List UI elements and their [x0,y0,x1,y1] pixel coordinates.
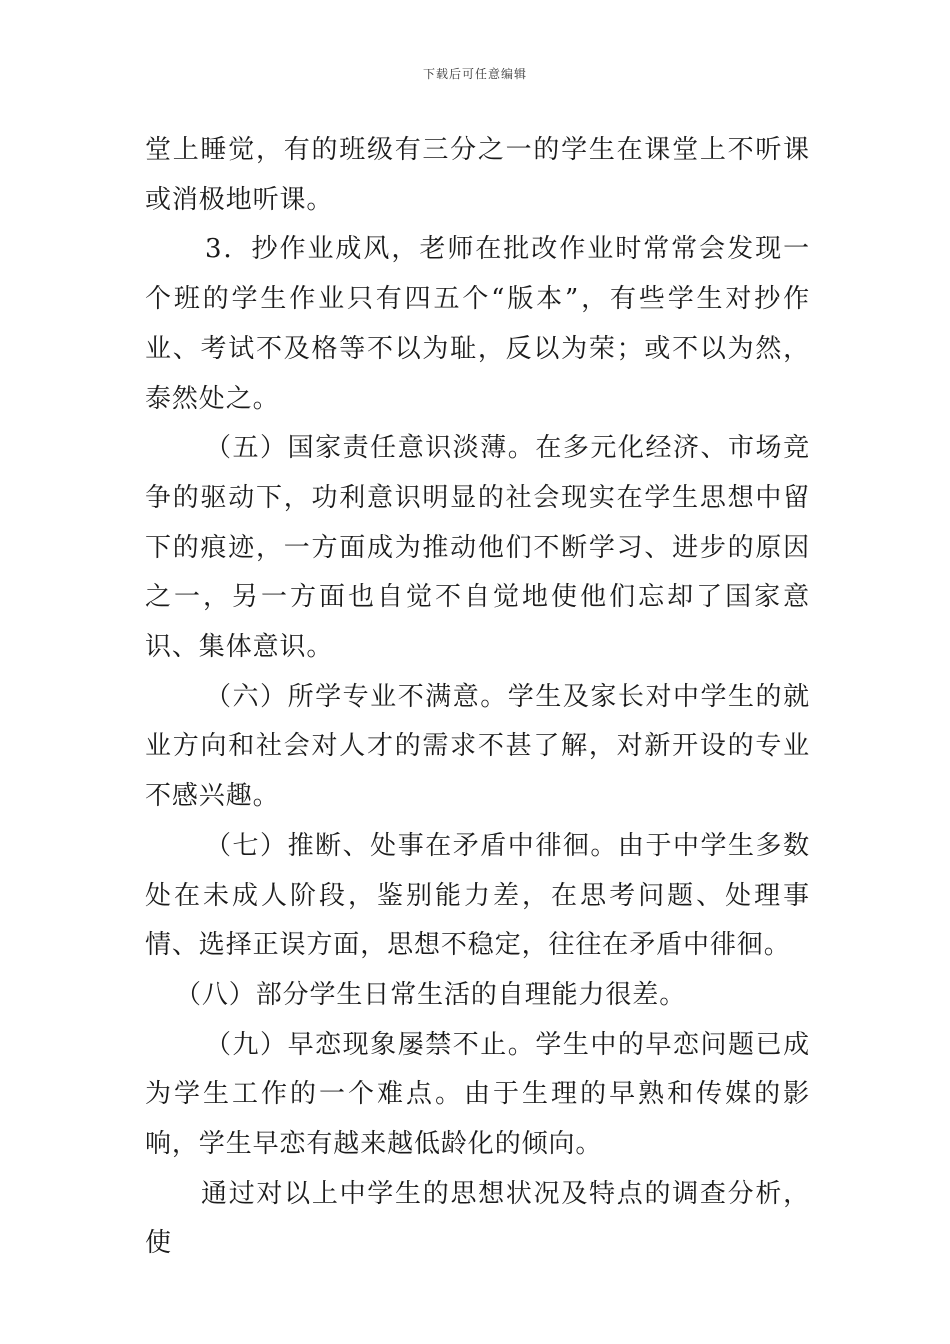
paragraph-section-7: （七）推断、处事在矛盾中徘徊。由于中学生多数处在未成人阶段，鉴别能力差，在思考问题、处理事情、选择正误方面，思想不稳定，往往在矛盾中徘徊。 [145,830,810,961]
paragraph-item-3: 3．抄作业成风，老师在批改作业时常常会发现一个班的学生作业只有四五个“版本”，有些学生对抄作业、考试不及格等不以为耻，反以为荣；或不以为然，泰然处之。 [145,234,810,414]
paragraph-section-6: （六）所学专业不满意。学生及家长对中学生的就业方向和社会对人才的需求不甚了解，对新开设的专业不感兴趣。 [145,681,810,812]
document-body [145,126,810,1269]
paragraph-section-5: （五）国家责任意识淡薄。在多元化经济、市场竞争的驱动下，功利意识明显的社会现实在学生思想中留下的痕迹，一方面成为推动他们不断学习、进步的原因之一，另一方面也自觉不自觉地使他们忘却了国家意识、集体意识。 [145,433,810,663]
page-header: 下载后可任意编辑 [422,67,527,81]
paragraph-section-8: （八）部分学生日常生活的自理能力很差。 [175,979,687,1010]
paragraph-conclusion: 通过对以上中学生的思想状况及特点的调查分析，使 [145,1178,810,1259]
paragraph-continuation: 堂上睡觉，有的班级有三分之一的学生在课堂上不听课或消极地听课。 [145,135,810,215]
paragraph-section-9: （九）早恋现象屡禁不止。学生中的早恋问题已成为学生工作的一个难点。由于生理的早熟和传媒的影响，学生早恋有越来越低龄化的倾向。 [145,1029,810,1160]
